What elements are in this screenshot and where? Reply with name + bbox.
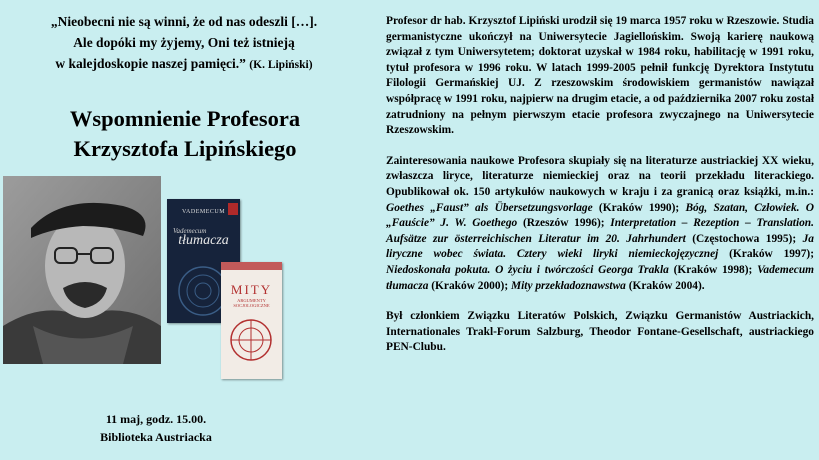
title-line-1: Wspomnienie Profesora — [69, 106, 301, 131]
bio-p2-h: (Kraków 2004). — [625, 279, 705, 292]
quote-line-3-text: w kalejdoskopie naszej pamięci.” — [55, 56, 246, 71]
page-title — [0, 104, 370, 164]
bio-p2-f: (Kraków 1998); — [668, 263, 758, 276]
book2-subtitle: ARGUMENTY SOCJOLOGICZNE — [233, 298, 270, 308]
quote-line-3 — [14, 53, 354, 76]
professor-portrait-photo — [3, 176, 161, 364]
book-title-1: Goethes „Faust” als Übersetzungsvorlage — [386, 201, 593, 214]
book1-series-label: VADEMECUM — [181, 209, 226, 215]
bio-p2-c: (Rzeszów 1996); — [517, 217, 611, 230]
book-title-4: Ja liryczne wobec świata. Cztery wieki liryki niemieckojęzycznej — [386, 232, 814, 261]
portrait-illustration — [3, 176, 161, 364]
bio-paragraph-2 — [386, 154, 814, 294]
book-cover-mity — [221, 262, 282, 379]
book2-title: MITY — [230, 282, 273, 297]
quote-line-2: Ale dopóki my żyjemy, Oni też istnieją — [73, 35, 295, 50]
quote-line-1: „Nieobecni nie są winni, że od nas odeszli […]. — [50, 14, 318, 29]
title-line-2: Krzysztofa Lipińskiego — [73, 136, 297, 161]
event-date: 11 maj, godz. 15.00. — [105, 412, 207, 426]
book-title-3: Interpretation – Rezeption – Translation. Aufsätze zur österreichischen Literatur im 20. Jahrhundert — [386, 217, 814, 245]
bio-p2-d: (Częstochowa 1995); — [685, 232, 803, 245]
book-title-2: Bóg, Szatan, Człowiek. O „Fauście” J. W. Goethego — [386, 201, 814, 230]
bio-p2-e: (Kraków 1997); — [718, 248, 814, 261]
bio-p2-g: (Kraków 2000); — [428, 279, 511, 292]
event-place: Biblioteka Austriacka — [100, 430, 212, 444]
book-title-6: Vademecum tłumacza — [386, 263, 815, 292]
bio-paragraph-3: Był członkiem Związku Literatów Polskich, Związku Germanistów Austriackich, Internationales Trakl-Forum Salzburg, Theodor Fontane-Gesellschaft, austriackiego PEN-Clubu. — [386, 310, 814, 354]
book2-ornament — [221, 262, 282, 379]
quote-author: (K. Lipiński) — [249, 59, 313, 71]
bio-p2-b: (Kraków 1990); — [592, 201, 686, 214]
book-title-7: Mity przekładoznawstwa — [510, 279, 626, 292]
event-info — [0, 410, 312, 446]
bio-paragraph-1: Profesor dr hab. Krzysztof Lipiński urodził się 19 marca 1957 roku w Rzeszowie. Studia germanistyczne ukończył na Uniwersytecie Jagiellońskim. Swoją karierę naukową związał z tym Uniwersytetem; doktorat uzyskał w 1984 roku, habilitację w 1991 roku, tytuł profesora w 1996 roku. W latach 1999-2005 pełnił funkcję Dyrektora Instytutu Filologii Germańskiej UJ. Z rzeszowskim środowiskiem germanistów nawiązał współpracę w 1991 roku, najpierw na drugim etacie, a od października 2007 roku został zatrudniony na pełnym pierwszym etacie profesora zwyczajnego na Uniwersytecie Rzeszowskim. — [386, 15, 814, 137]
biography-text — [386, 14, 814, 371]
book1-script-label: Vademecum — [173, 227, 207, 235]
book-title-5: Niedoskonała pokuta. O życiu i twórczości Georga Trakla — [386, 263, 669, 276]
memorial-quote — [14, 11, 354, 76]
book1-title: tłumacza — [178, 233, 229, 248]
bio-p2-a: Zainteresowania naukowe Profesora skupiały się na literaturze austriackiej XX wieku, zwłaszcza liryce, literaturze niemieckiej oraz na teorii przekładu literackiego. Opublikował ok. 150 artykułów naukowych w kraju i za granicą oraz książki, m.in.: — [386, 154, 814, 198]
